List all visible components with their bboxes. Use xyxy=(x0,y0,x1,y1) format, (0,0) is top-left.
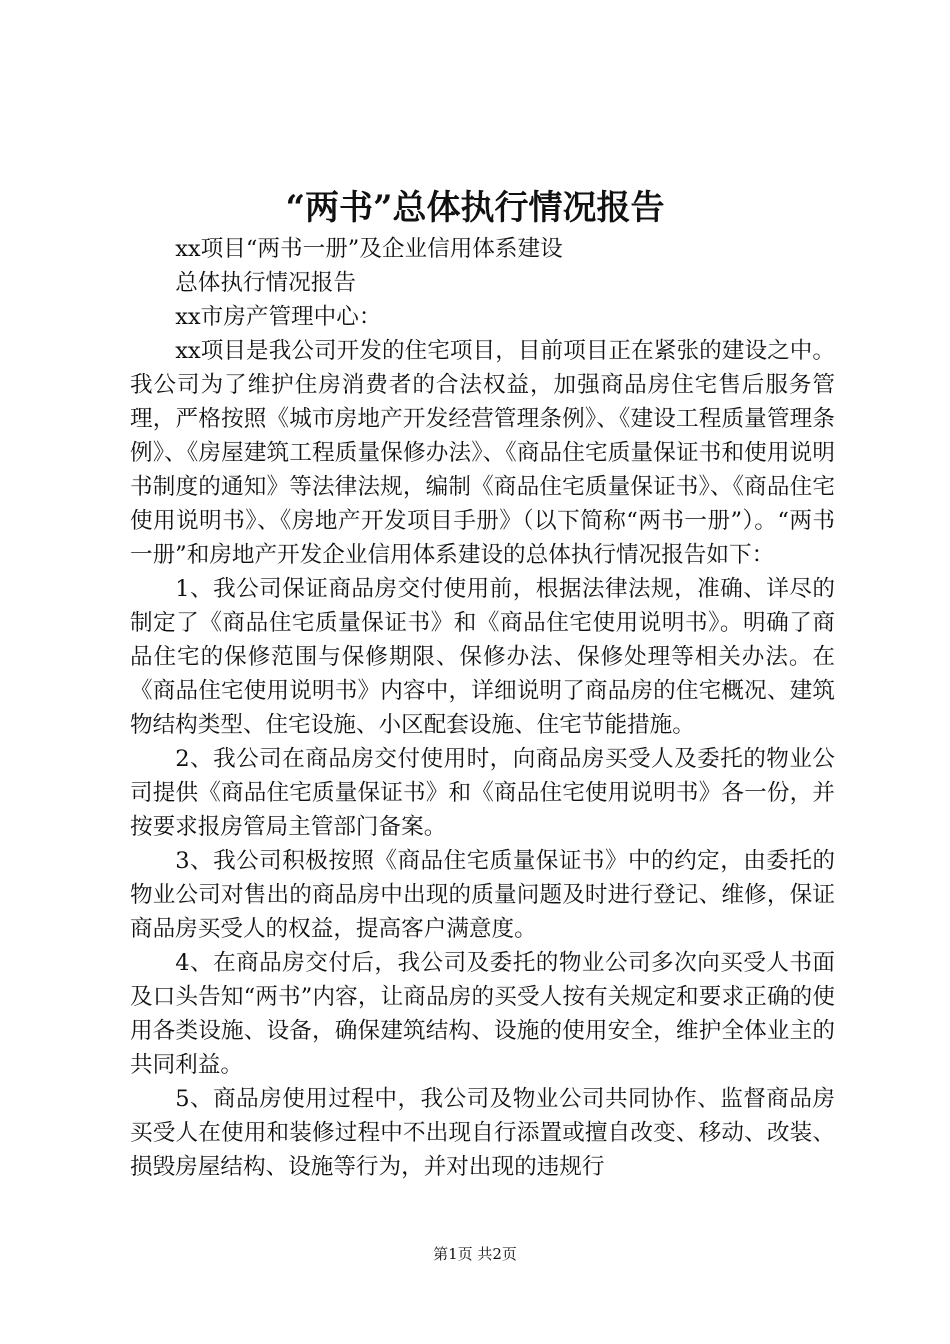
intro-paragraph: xx项目是我公司开发的住宅项目，目前项目正在紧张的建设之中。我公司为了维护住房消费者的合法权益，加强商品房住宅售后服务管理，严格按照《城市房地产开发经营管理条例》、《建设工程质量管理条例》、《房屋建筑工程质量保修办法》、《商品住宅质量保证书和使用说明书制度的通知》等法律法规，编制《商品住宅质量保证书》、《商品住宅使用说明书》、《房地产开发项目手册》（以下简称“两书一册”）。“两书一册”和房地产开发企业信用体系建设的总体执行情况报告如下： xyxy=(130,338,835,568)
item-4-paragraph: 4、在商品房交付后，我公司及委托的物业公司多次向买受人书面及口头告知“两书”内容，让商品房的买受人按有关规定和要求正确的使用各类设施、设备，确保建筑结构、设施的使用安全，维护全体业主的共同利益。 xyxy=(130,950,835,1078)
addressee-line: xx市房产管理中心： xyxy=(175,304,382,330)
document-body xyxy=(130,232,835,1184)
page-number-footer: 第1页 共2页 xyxy=(433,1245,517,1263)
item-3-paragraph: 3、我公司积极按照《商品住宅质量保证书》中的约定，由委托的物业公司对售出的商品房中出现的质量问题及时进行登记、维修，保证商品房买受人的权益，提高客户满意度。 xyxy=(130,848,835,942)
document-title: “两书”总体执行情况报告 xyxy=(285,188,665,228)
project-heading-line: xx项目“两书一册”及企业信用体系建设 xyxy=(175,236,563,262)
report-heading-line: 总体执行情况报告 xyxy=(175,270,356,296)
item-5-paragraph: 5、商品房使用过程中，我公司及物业公司共同协作、监督商品房买受人在使用和装修过程中不出现自行添置或擅自改变、移动、改装、损毁房屋结构、设施等行为，并对出现的违规行 xyxy=(130,1086,835,1180)
item-2-paragraph: 2、我公司在商品房交付使用时，向商品房买受人及委托的物业公司提供《商品住宅质量保证书》和《商品住宅使用说明书》各一份，并按要求报房管局主管部门备案。 xyxy=(130,746,835,840)
item-1-paragraph: 1、我公司保证商品房交付使用前，根据法律法规，准确、详尽的制定了《商品住宅质量保证书》和《商品住宅使用说明书》。明确了商品住宅的保修范围与保修期限、保修办法、保修处理等相关办法。在《商品住宅使用说明书》内容中，详细说明了商品房的住宅概况、建筑物结构类型、住宅设施、小区配套设施、住宅节能措施。 xyxy=(130,576,835,738)
